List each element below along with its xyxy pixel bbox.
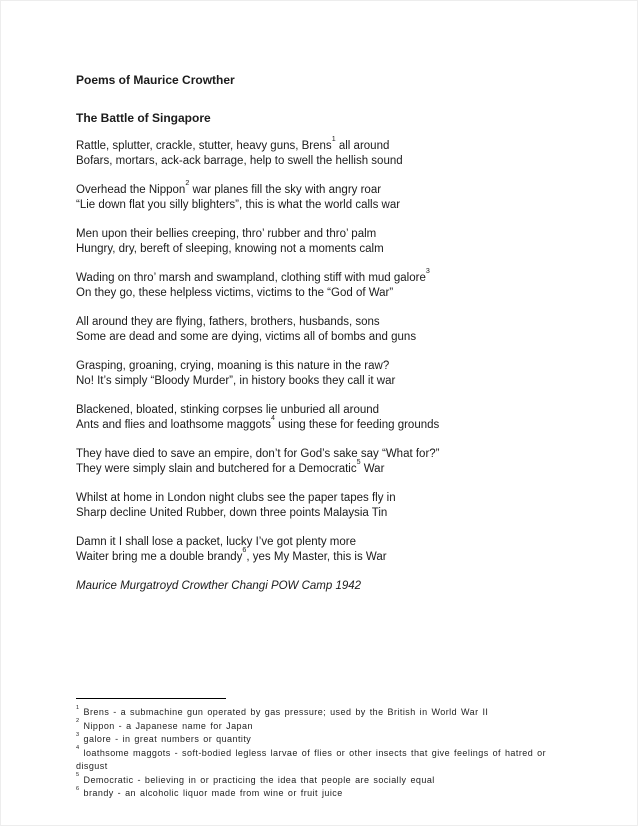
footnote: $^6$ brandy - an alcoholic liquor made from wine or fruit juice: [76, 785, 343, 798]
poem-stanza: Grasping, groaning, crying, moaning is this nature in the raw? No! It’s simply “Bloody Murder”, in history books they call it war: [76, 360, 396, 387]
footnote-reference: 1: [331, 134, 336, 143]
footnote-number: 5: [76, 772, 80, 778]
footnote-number: 3: [76, 731, 80, 738]
footnote: $^2$ Nippon - a Japanese name for Japan: [76, 718, 253, 731]
footnote: $^3$ galore - in great numbers or quantity: [76, 731, 252, 744]
footnote-number: 4: [76, 745, 80, 751]
document-title: Poems of Maurice Crowther: [76, 73, 235, 87]
footnote-section: [76, 698, 579, 801]
footnote-number: 6: [76, 785, 80, 792]
footnote-list: [76, 706, 579, 801]
footnote-separator: [76, 698, 226, 699]
poem-attribution: Maurice Murgatroyd Crowther Changi POW Camp 1942: [76, 580, 362, 592]
poem-stanza: Overhead the Nippon$^2$ war planes fill the sky with angry roar “Lie down flat you silly blighters”, this is what the world calls war: [76, 178, 401, 211]
poem-stanza: Whilst at home in London night clubs see the paper tapes fly in Sharp decline United Rubber, down three points Malaysia Tin: [76, 492, 396, 519]
poem-stanza: Rattle, splutter, crackle, stutter, heavy guns, Brens$^1$ all around Bofars, mortars, ack-ack barrage, help to swell the hellish sound: [76, 134, 403, 167]
footnote: $^1$ Brens - a submachine gun operated by gas pressure; used by the British in World War II: [76, 704, 489, 717]
poem-stanza: Men upon their bellies creeping, thro’ rubber and thro’ palm Hungry, dry, bereft of sleeping, knowing not a moments calm: [76, 228, 384, 255]
footnote-number: 2: [76, 718, 80, 724]
footnote-reference: 5: [356, 457, 361, 466]
footnote-reference: 6: [242, 545, 247, 554]
footnote-reference: 3: [425, 266, 430, 275]
poem-body: [76, 134, 579, 565]
poem-stanza: They have died to save an empire, don’t for God’s sake say “What for?” They were simply slain and butchered for a Democratic$^5$ War: [76, 448, 440, 475]
footnote-reference: 2: [185, 178, 190, 187]
poem-title: The Battle of Singapore: [76, 111, 211, 125]
poem-stanza: All around they are flying, fathers, brothers, husbands, sons Some are dead and some are dying, victims all of bombs and guns: [76, 316, 417, 343]
footnote-number: 1: [76, 704, 80, 711]
poem-stanza: Damn it I shall lose a packet, lucky I’ve got plenty more Waiter bring me a double brandy$^6$, yes My Master, this is War: [76, 536, 387, 563]
poem-stanza: Blackened, bloated, stinking corpses lie unburied all around Ants and flies and loathsome maggots$^4$ using these for feeding grounds: [76, 404, 440, 431]
footnote: $^5$ Democratic - believing in or practicing the idea that people are socially equal: [76, 772, 435, 785]
footnote: $^4$ loathsome maggots - soft-bodied legless larvae of flies or other insects that give feelings of hatred or disgust: [76, 745, 547, 771]
footnote-reference: 4: [270, 413, 275, 422]
poem-stanza: Wading on thro’ marsh and swampland, clothing stiff with mud galore$^3$ On they go, these helpless victims, victims to the “God of War”: [76, 266, 430, 299]
